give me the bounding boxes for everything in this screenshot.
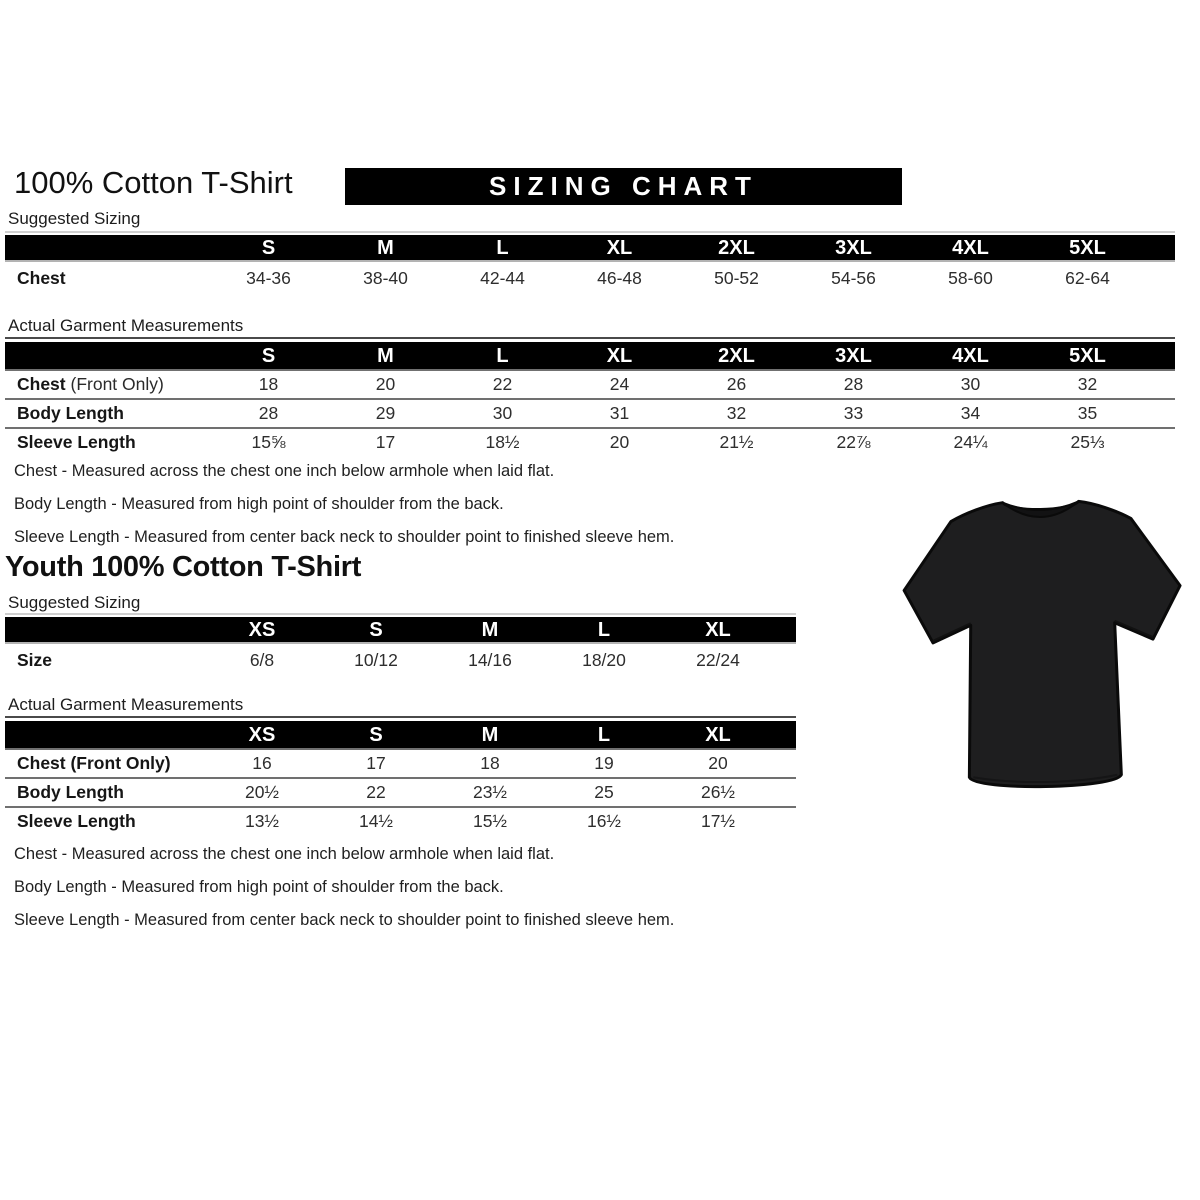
page-title-adult: 100% Cotton T-Shirt [14,165,293,200]
value-cell: 25⅓ [1070,432,1105,452]
value-cell: 16½ [586,811,622,831]
value-cell: 20½ [244,782,280,802]
row-label [5,268,210,289]
column-header: L [597,723,611,746]
row-label [5,374,210,395]
table-row [5,398,1175,427]
youth-suggested-sizing-table [5,613,796,677]
value-cell: 18 [258,374,279,394]
adult-suggested-sizing-table [5,231,1175,295]
row-label [5,432,210,453]
value-cell: 33 [843,403,864,423]
column-header: S [261,236,276,259]
column-header: XL [606,236,633,259]
column-header: 3XL [835,236,872,259]
column-header: M [481,723,499,746]
value-cell: 24 [609,374,630,394]
value-cell: 22 [366,782,386,802]
value-cell: 30 [960,374,981,394]
column-header: S [369,723,383,746]
value-cell: 17 [366,753,386,773]
black-tshirt-image [893,476,1193,806]
value-cell: 46-48 [597,268,642,288]
value-cell: 17½ [700,811,736,831]
table-header-row [5,617,796,644]
row-label [5,753,205,774]
value-cell: 58-60 [948,268,993,288]
note-sleeve-length: Sleeve Length - Measured from center back neck to shoulder point to finished sleeve hem. [14,528,675,546]
value-cell: 42-44 [480,268,525,288]
row-label-text: Size [17,650,53,670]
table-row [5,806,796,835]
value-cell: 14½ [358,811,394,831]
value-cell: 35 [1077,403,1098,423]
value-cell: 18/20 [582,650,626,670]
column-header: XS [248,618,276,641]
measurement-notes-youth [14,838,674,937]
value-cell: 31 [609,403,630,423]
value-cell: 28 [258,403,279,423]
note-sleeve-length: Sleeve Length - Measured from center back neck to shoulder point to finished sleeve hem. [14,911,675,929]
value-cell: 22/24 [696,650,740,670]
value-cell: 32 [1077,374,1098,394]
column-header: M [377,236,394,259]
value-cell: 14/16 [468,650,512,670]
column-header: L [496,344,509,367]
value-cell: 24¼ [953,432,988,452]
table-row [5,748,796,777]
value-cell: 62-64 [1065,268,1110,288]
row-label [5,782,205,803]
value-cell: 18½ [485,432,520,452]
row-label-text: Chest [17,374,66,394]
table-header-row [5,721,796,748]
value-cell: 20 [375,374,396,394]
column-header: XL [606,344,633,367]
page-title-youth: Youth 100% Cotton T-Shirt [5,551,362,583]
column-header: 5XL [1069,236,1106,259]
column-header: L [597,618,611,641]
value-cell: 23½ [472,782,508,802]
row-label-text: Chest (Front Only) [17,753,171,773]
table-row [5,644,796,677]
table-row [5,262,1175,295]
value-cell: 15½ [472,811,508,831]
value-cell: 34 [960,403,981,423]
note-body-length: Body Length - Measured from high point of shoulder from the back. [14,878,504,896]
value-cell: 54-56 [831,268,876,288]
youth-actual-measurements-table [5,716,796,835]
section-label-suggested-youth: Suggested Sizing [8,593,141,612]
row-label [5,811,205,832]
note-body-length: Body Length - Measured from high point of shoulder from the back. [14,495,504,513]
value-cell: 15⅝ [251,432,286,452]
column-header: S [261,344,276,367]
value-cell: 18 [480,753,500,773]
value-cell: 13½ [244,811,280,831]
row-label-text: Body Length [17,782,124,802]
value-cell: 20 [708,753,728,773]
column-header: XL [705,618,731,641]
table-row [5,369,1175,398]
value-cell: 6/8 [249,650,275,670]
column-header: XS [248,723,276,746]
column-header: 2XL [718,344,755,367]
value-cell: 22 [492,374,513,394]
column-header: 5XL [1069,344,1106,367]
value-cell: 34-36 [246,268,291,288]
value-cell: 32 [726,403,747,423]
value-cell: 26½ [700,782,736,802]
note-chest: Chest - Measured across the chest one inch below armhole when laid flat. [14,845,555,863]
section-label-actual-youth: Actual Garment Measurements [8,695,244,714]
row-label-text: Sleeve Length [17,811,136,831]
row-label-text: Chest [17,268,66,288]
value-cell: 22⅞ [836,432,871,452]
sizing-chart-banner: SIZING CHART [345,168,902,205]
value-cell: 28 [843,374,864,394]
section-label-suggested-adult: Suggested Sizing [8,209,141,228]
note-chest: Chest - Measured across the chest one inch below armhole when laid flat. [14,462,555,480]
value-cell: 16 [252,753,272,773]
column-header: 4XL [952,236,989,259]
row-label [5,650,205,671]
table-header-row [5,235,1175,262]
value-cell: 10/12 [354,650,398,670]
table-row [5,427,1175,456]
value-cell: 19 [594,753,614,773]
column-header: 4XL [952,344,989,367]
column-header: S [369,618,383,641]
table-row [5,777,796,806]
column-header: M [481,618,499,641]
value-cell: 25 [594,782,614,802]
column-header: 2XL [718,236,755,259]
value-cell: 17 [375,432,396,452]
value-cell: 38-40 [363,268,408,288]
section-label-actual-adult: Actual Garment Measurements [8,316,244,335]
value-cell: 20 [609,432,630,452]
value-cell: 21½ [719,432,754,452]
column-header: 3XL [835,344,872,367]
row-label-text: Body Length [17,403,124,423]
column-header: M [377,344,394,367]
value-cell: 29 [375,403,396,423]
measurement-notes-adult [14,455,674,554]
value-cell: 26 [726,374,747,394]
column-header: XL [705,723,731,746]
column-header: L [496,236,509,259]
row-label [5,403,210,424]
value-cell: 50-52 [714,268,759,288]
adult-actual-measurements-table [5,337,1175,456]
table-header-row [5,342,1175,369]
value-cell: 30 [492,403,513,423]
row-label-suffix: (Front Only) [65,374,164,394]
row-label-text: Sleeve Length [17,432,136,452]
